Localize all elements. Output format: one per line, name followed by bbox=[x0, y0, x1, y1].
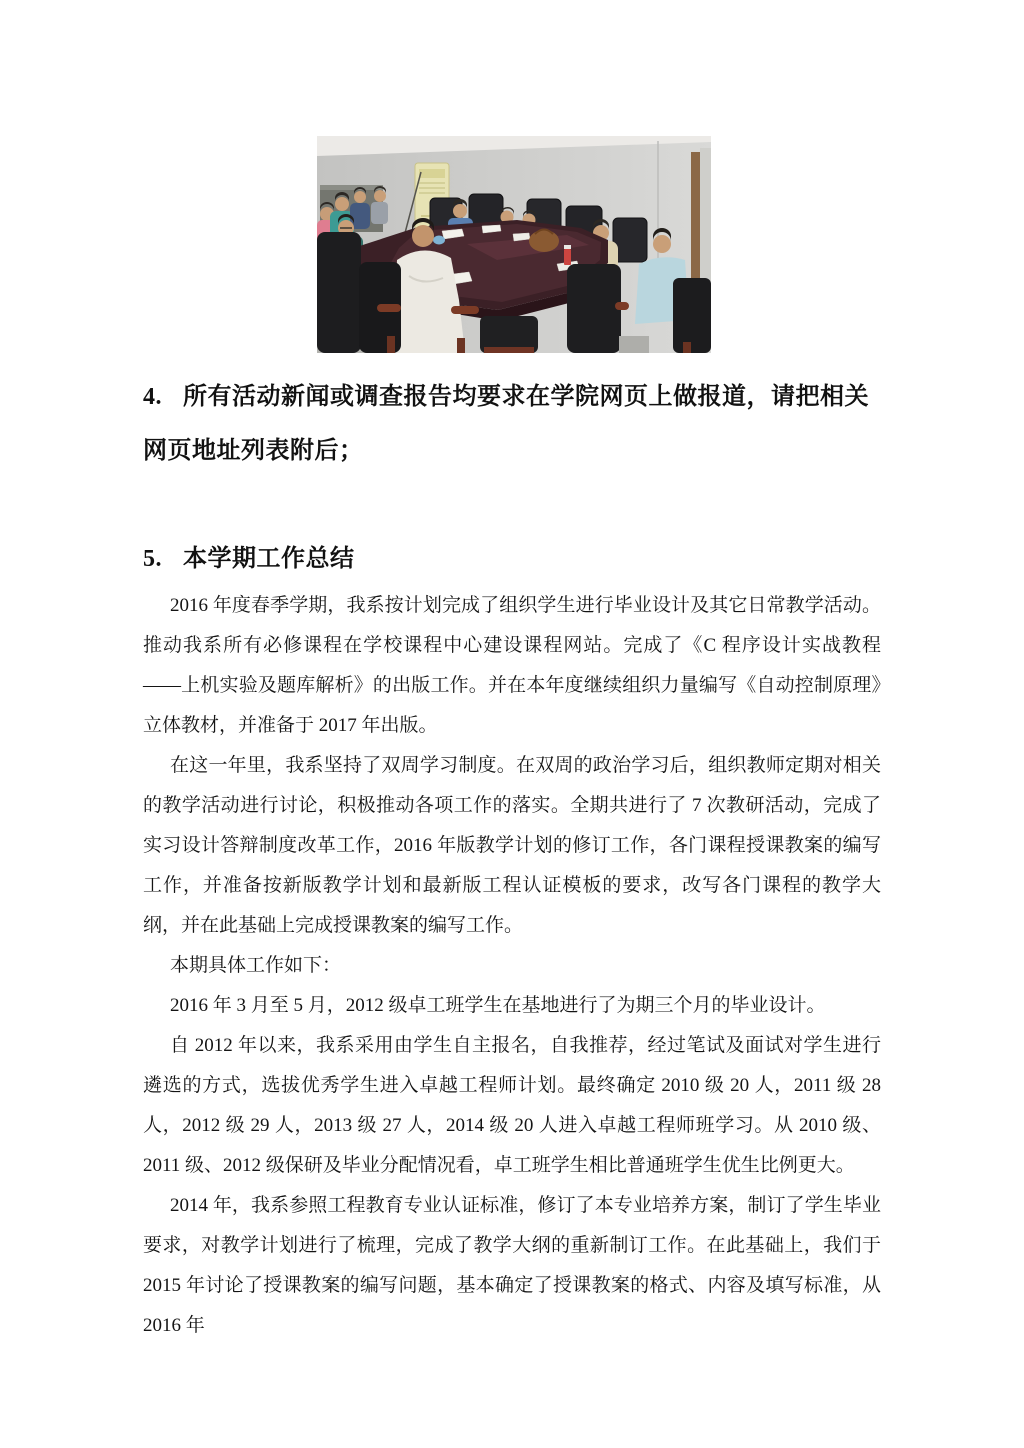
summary-body bbox=[143, 586, 881, 1346]
paragraph-5: 自 2012 年以来，我系采用由学生自主报名，自我推荐，经过笔试及面试对学生进行遴选的方式，选拔优秀学生进入卓越工程师计划。最终确定 2010 级 20 人，2011 级 28 人，2012 级 29 人，2013 级 27 人，2014 级 20 人进入卓越工程师班学习。从 2010 级、2011 级、2012 级保研及毕业分配情况看，卓工班学生相比普通班学生优生比例更大。 bbox=[143, 1035, 881, 1176]
section-4-number: 4. bbox=[143, 384, 162, 410]
section-4-heading bbox=[143, 370, 873, 478]
paragraph-2: 在这一年里，我系坚持了双周学习制度。在双周的政治学习后，组织教师定期对相关的教学活动进行讨论，积极推动各项工作的落实。全期共进行了 7 次教研活动，完成了实习设计答辩制度改革工作，2016 年版教学计划的修订工作，各门课程授课教案的编写工作，并准备按新版教学计划和最新版工程认证模板的要求，改写各门课程的教学大纲，并在此基础上完成授课教案的编写工作。 bbox=[143, 755, 881, 936]
section-4-title: 所有活动新闻或调查报告均要求在学院网页上做报道，请把相关网页地址列表附后； bbox=[143, 384, 869, 464]
paragraph-6: 2014 年，我系参照工程教育专业认证标准，修订了本专业培养方案，制订了学生毕业要求，对教学计划进行了梳理，完成了教学大纲的重新制订工作。在此基础上，我们于 2015 年讨论了授课教案的编写问题，基本确定了授课教案的格式、内容及填写标准，从 2016 年 bbox=[143, 1195, 881, 1336]
paragraph-4: 2016 年 3 月至 5 月，2012 级卓工班学生在基地进行了为期三个月的毕业设计。 bbox=[170, 995, 826, 1016]
water-bottle bbox=[564, 245, 571, 265]
section-5-title: 本学期工作总结 bbox=[183, 546, 355, 572]
cup bbox=[433, 236, 445, 245]
section-5-heading bbox=[143, 532, 873, 586]
meeting-photo bbox=[317, 136, 711, 353]
paragraph-3: 本期具体工作如下： bbox=[170, 955, 342, 976]
paragraph-1: 2016 年度春季学期，我系按计划完成了组织学生进行毕业设计及其它日常教学活动。推动我系所有必修课程在学校课程中心建设课程网站。完成了《C 程序设计实战教程——上机实验及题库解析》的出版工作。并在本年度继续组织力量编写《自动控制原理》立体教材，并准备于 2017 年出版。 bbox=[143, 595, 881, 736]
section-5-number: 5. bbox=[143, 546, 162, 572]
